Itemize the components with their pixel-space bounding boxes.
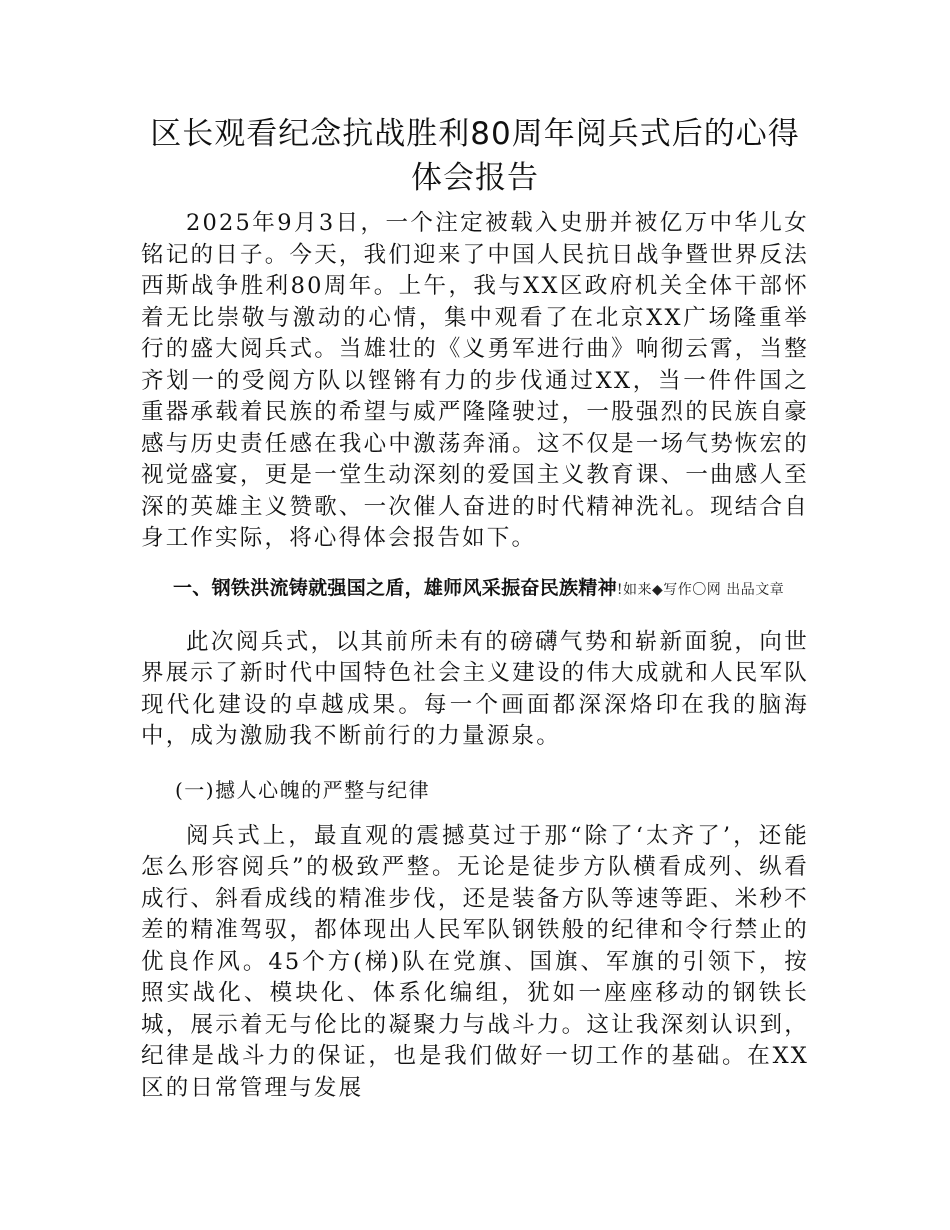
document-title <box>141 112 809 200</box>
title-line-1: 区长观看纪念抗战胜利80周年阅兵式后的心得 <box>150 116 800 152</box>
document-page <box>141 112 809 1104</box>
section-1-paragraph: 此次阅兵式，以其前所未有的磅礴气势和崭新面貌，向世界展示了新时代中国特色社会主义建设的伟大成就和人民军队现代化建设的卓越成果。每一个画面都深深烙印在我的脑海中，成为激励我不断前行的力量源泉。 <box>141 628 809 749</box>
subsection-1-heading: (一)撼人心魄的严整与纪律 <box>175 777 431 802</box>
section-1-heading-block <box>141 575 809 603</box>
intro-paragraph: 2025年9月3日，一个注定被载入史册并被亿万中华儿女铭记的日子。今天，我们迎来了中国人民抗日战争暨世界反法西斯战争胜利80周年。上午，我与XX区政府机关全体干部怀着无比崇敬与激动的心情，集中观看了在北京XX广场隆重举行的盛大阅兵式。当雄壮的《义勇军进行曲》响彻云霄，当整齐划一的受阅方队以铿锵有力的步伐通过XX，当一件件国之重器承载着民族的希望与威严隆隆驶过，一股强烈的民族自豪感与历史责任感在我心中激荡奔涌。这不仅是一场气势恢宏的视觉盛宴，更是一堂生动深刻的爱国主义教育课、一曲感人至深的英雄主义赞歌、一次催人奋进的时代精神洗礼。现结合自身工作实际，将心得体会报告如下。 <box>141 210 809 551</box>
section-1-heading: 一、钢铁洪流铸就强国之盾，雄师风采振奋民族精神 <box>173 576 617 599</box>
watermark-text: !如来◆写作〇网 出品文章 <box>616 581 785 598</box>
title-line-2: 体会报告 <box>411 160 539 196</box>
subsection-1-paragraph: 阅兵式上，最直观的震撼莫过于那“除了‘太齐了’，还能怎么形容阅兵”的极致严整。无论是徒步方队横看成列、纵看成行、斜看成线的精准步伐，还是装备方队等速等距、米秒不差的精准驾驭，都体现出人民军队钢铁般的纪律和令行禁止的优良作风。45个方(梯)队在党旗、国旗、军旗的引领下，按照实战化、模块化、体系化编组，犹如一座座移动的钢铁长城，展示着无与伦比的凝聚力与战斗力。这让我深刻认识到，纪律是战斗力的保证，也是我们做好一切工作的基础。在XX区的日常管理与发展 <box>141 822 809 1101</box>
